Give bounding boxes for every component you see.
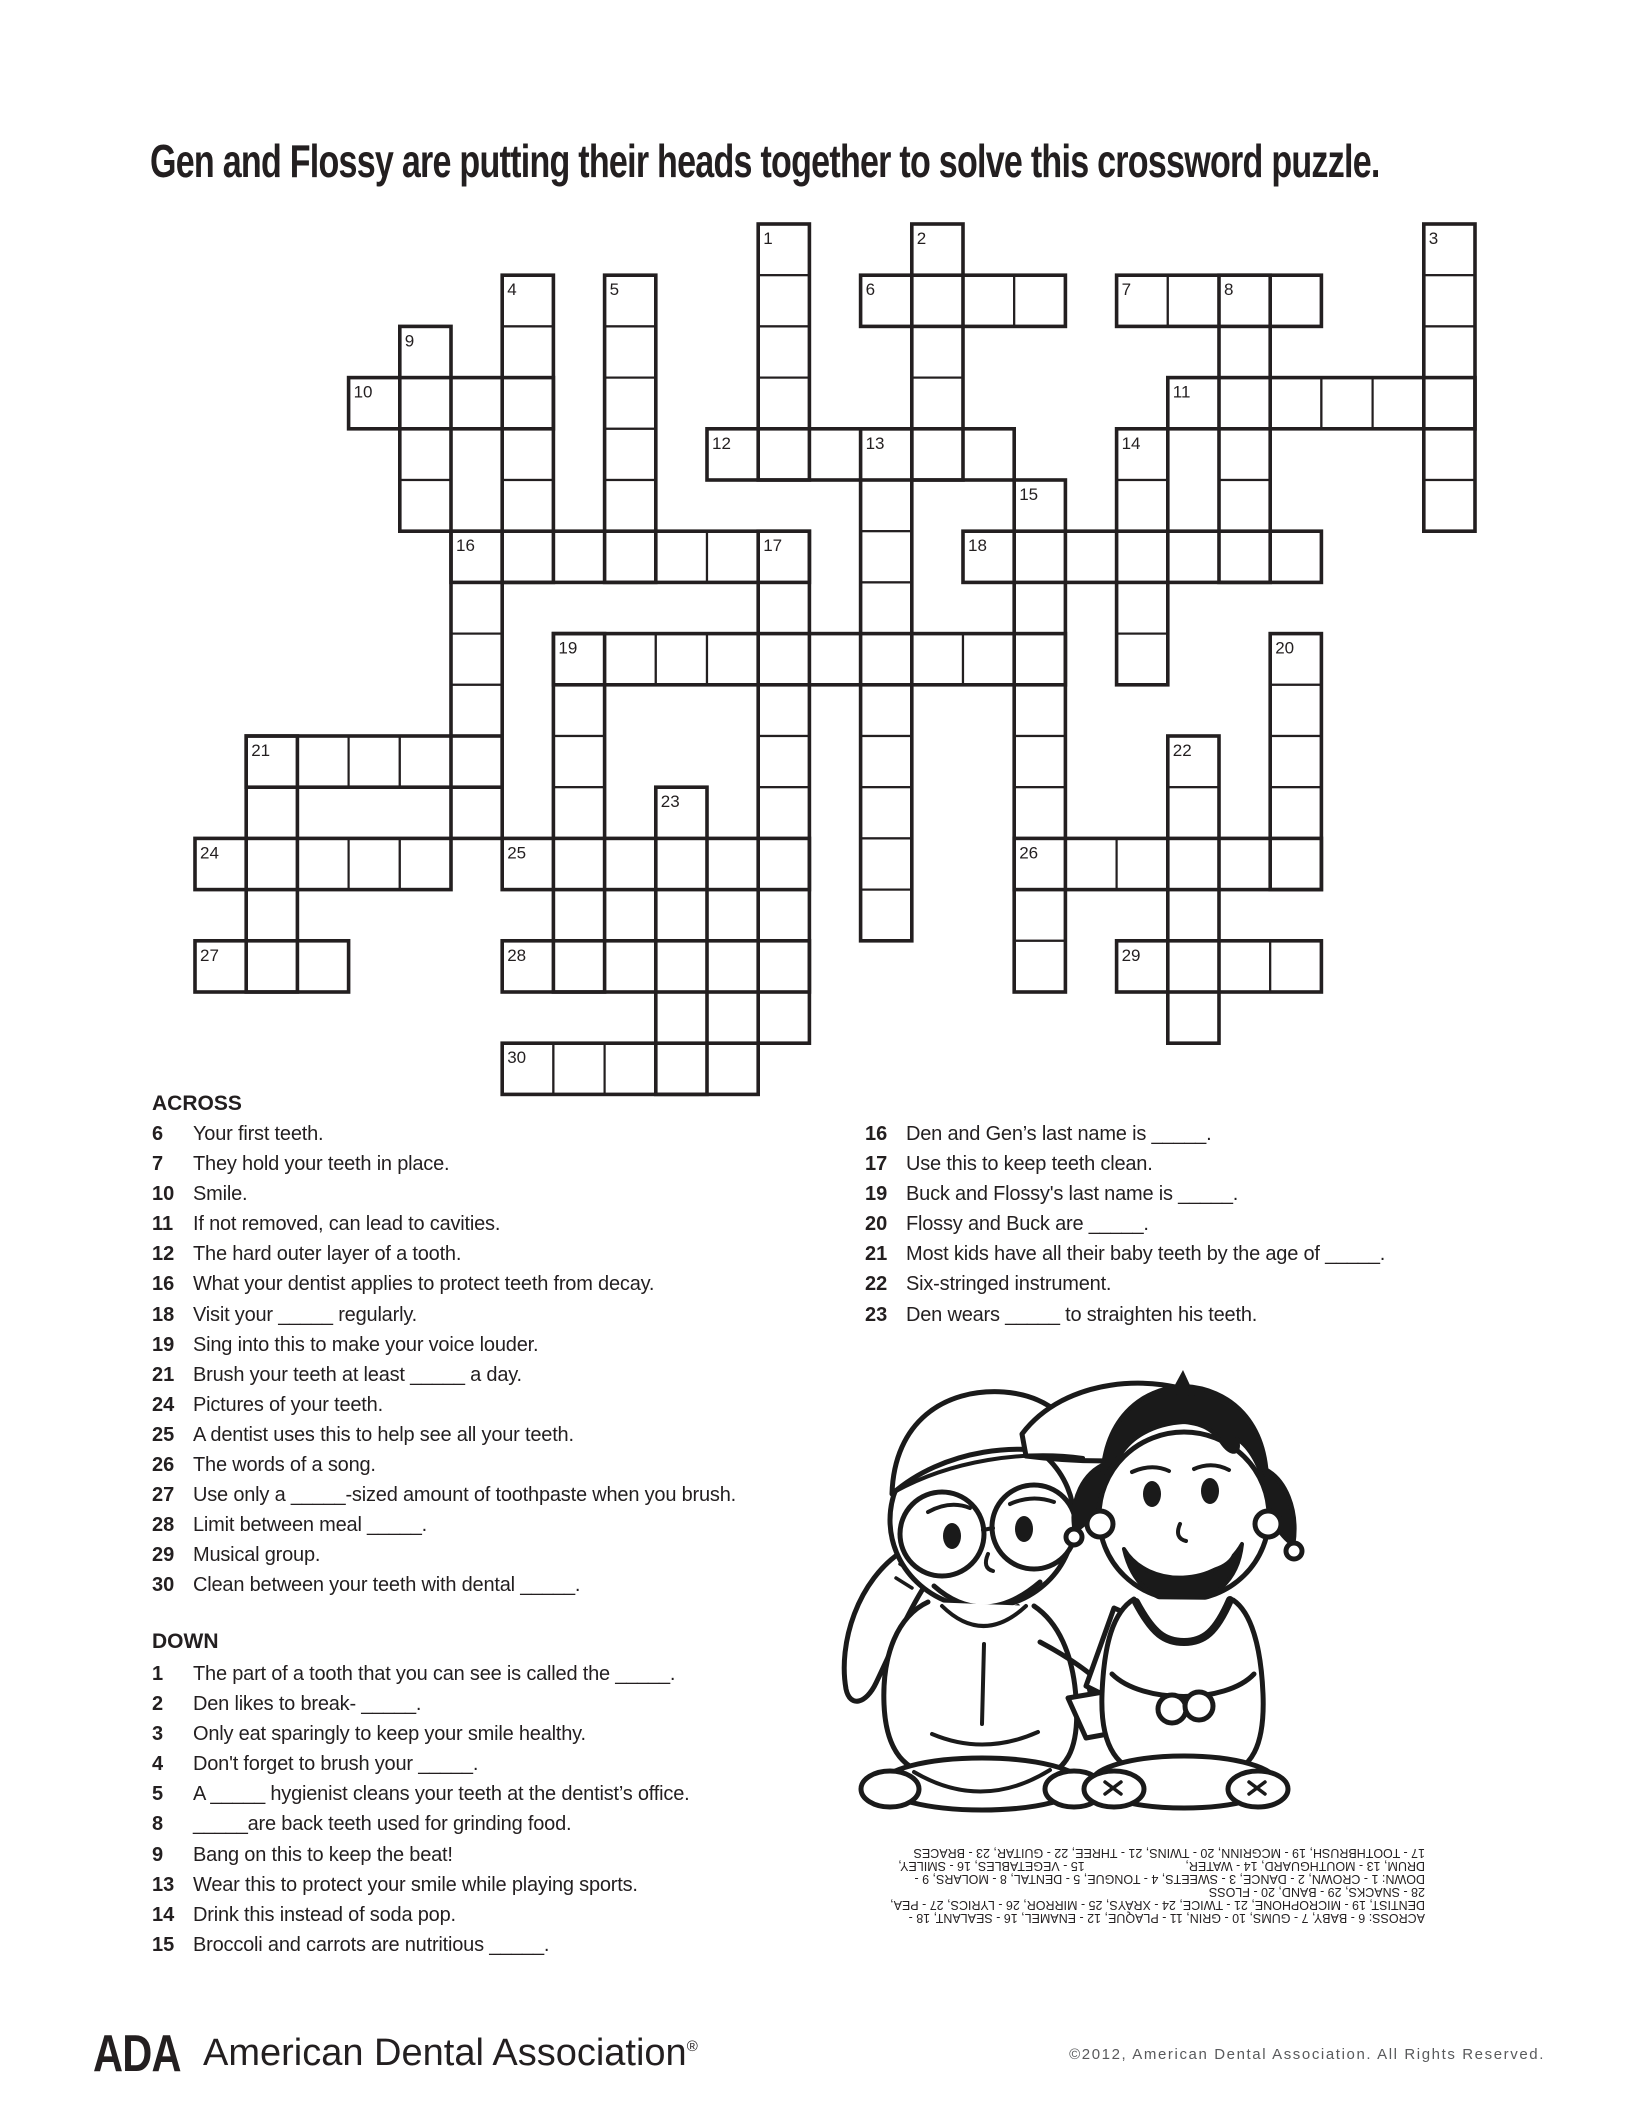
answer-key-line: DOWN: 1 - CROWN, 2 - DANCE, 3 - SWEETS, 4 - TONGUE, 5 - DENTAL, 8 - MOLARS, 9 -: [914, 1872, 1425, 1886]
clue-row: [152, 1240, 812, 1270]
svg-text:10: 10: [353, 382, 373, 402]
clue-text: If not removed, can lead to cavities.: [193, 1213, 501, 1236]
clue-number: 1: [152, 1663, 164, 1685]
svg-text:9: 9: [404, 331, 415, 351]
clue-text: The part of a tooth that you can see is called the _____.: [193, 1663, 676, 1685]
clue-text: Wear this to protect your smile while playing sports.: [193, 1873, 638, 1896]
clue-text: Brush your teeth at least _____ a day.: [193, 1363, 522, 1386]
clue-number: 20: [865, 1213, 888, 1236]
kids-illustration: [812, 1342, 1310, 1820]
clue-text: Buck and Flossy's last name is _____.: [906, 1183, 1239, 1206]
clue-row: [865, 1240, 1505, 1270]
clue-number: 19: [865, 1183, 888, 1206]
svg-text:5: 5: [609, 280, 620, 300]
clue-number: 28: [152, 1514, 175, 1537]
clue-row: [152, 1481, 812, 1511]
clue-text: Drink this instead of soda pop.: [193, 1903, 456, 1926]
crossword-grid: [183, 212, 1493, 1112]
clue-number: 8: [152, 1813, 164, 1836]
clue-row: [152, 1541, 812, 1571]
ada-wordmark: [203, 2032, 698, 2075]
clue-text: _____are back teeth used for grinding food.: [193, 1813, 572, 1836]
registered-mark: ®: [686, 2038, 698, 2055]
copyright-notice: ©2012, American Dental Association. All Rights Reserved.: [1069, 2046, 1545, 2063]
clue-text: The hard outer layer of a tooth.: [193, 1243, 462, 1266]
svg-text:20: 20: [1275, 638, 1295, 658]
svg-text:2: 2: [916, 229, 927, 248]
answer-key-line: DENTIST, 19 - MICROPHONE, 21 - TWICE, 24 - XRAYS, 25 - MIRROR, 26 - LYRICS, 27 - PEA,: [890, 1898, 1425, 1912]
down-clue-list: [152, 1660, 812, 1961]
clue-text: Bang on this to keep the beat!: [193, 1843, 453, 1866]
clue-row: [152, 1331, 812, 1361]
answer-key: [847, 1846, 1425, 1924]
svg-text:1: 1: [763, 229, 773, 248]
down-header: DOWN: [152, 1630, 219, 1653]
clue-text: Use only a _____-sized amount of toothpaste when you brush.: [193, 1484, 736, 1507]
clue-row: [152, 1361, 812, 1391]
clue-text: Six-stringed instrument.: [906, 1273, 1112, 1296]
svg-text:26: 26: [1019, 843, 1039, 863]
clue-number: 18: [152, 1303, 175, 1326]
clue-row: [152, 1931, 812, 1961]
clue-number: 16: [865, 1123, 888, 1145]
svg-text:3: 3: [1428, 229, 1439, 248]
svg-text:30: 30: [507, 1048, 527, 1068]
clue-text: Only eat sparingly to keep your smile healthy.: [193, 1723, 586, 1746]
clue-number: 21: [865, 1243, 888, 1266]
clue-number: 5: [152, 1783, 164, 1806]
clue-row: [152, 1150, 812, 1180]
clue-number: 13: [152, 1873, 175, 1896]
clue-text: A _____ hygienist cleans your teeth at the dentist’s office.: [193, 1783, 690, 1806]
clue-row: [152, 1210, 812, 1240]
svg-text:22: 22: [1172, 741, 1192, 760]
svg-text:24: 24: [200, 843, 219, 863]
svg-text:7: 7: [1121, 280, 1132, 300]
clue-text: Limit between meal _____.: [193, 1514, 428, 1537]
clue-row: [152, 1511, 812, 1541]
clue-number: 15: [152, 1933, 175, 1956]
answer-key-line: 28 - SNACKS, 29 - BAND, 20 - FLOSS: [1208, 1885, 1425, 1899]
svg-text:4: 4: [507, 280, 517, 300]
clue-row: [865, 1180, 1505, 1210]
clue-text: Flossy and Buck are _____.: [906, 1213, 1149, 1236]
clue-row: [865, 1301, 1505, 1331]
clue-text: Smile.: [193, 1183, 248, 1206]
clue-row: [152, 1780, 812, 1810]
clue-number: 14: [152, 1903, 175, 1926]
svg-text:23: 23: [660, 792, 680, 812]
down-clue-list-continued: [865, 1120, 1505, 1331]
clue-text: Pictures of your teeth.: [193, 1393, 383, 1416]
svg-text:12: 12: [712, 433, 731, 453]
across-clue-list: [152, 1120, 812, 1602]
ada-org-name: American Dental Association: [203, 2032, 687, 2074]
clue-row: [152, 1120, 812, 1150]
clue-text: Sing into this to make your voice louder.: [193, 1333, 539, 1356]
answer-key-line: 17 - TOOTHBRUSH, 19 - MCGRINN, 20 - TWINS, 21 - THREE, 22 - GUITAR, 23 - BRACES: [913, 1846, 1425, 1860]
clue-text: A dentist uses this to help see all your teeth.: [193, 1423, 574, 1446]
clue-text: Your first teeth.: [193, 1123, 324, 1145]
svg-text:6: 6: [865, 280, 876, 300]
svg-text:16: 16: [456, 536, 475, 556]
clue-number: 26: [152, 1454, 175, 1477]
svg-text:27: 27: [200, 945, 219, 965]
clue-number: 19: [152, 1333, 175, 1356]
clue-text: Broccoli and carrots are nutritious _____.: [193, 1933, 550, 1956]
clue-number: 12: [152, 1243, 175, 1266]
clue-number: 9: [152, 1843, 164, 1866]
clue-text: Musical group.: [193, 1544, 321, 1567]
clue-row: [152, 1660, 812, 1690]
clue-number: 24: [152, 1393, 175, 1416]
clue-row: [865, 1150, 1505, 1180]
clue-row: [152, 1421, 812, 1451]
clue-text: What your dentist applies to protect teeth from decay.: [193, 1273, 655, 1296]
across-header: ACROSS: [152, 1092, 242, 1115]
svg-text:13: 13: [865, 433, 885, 453]
svg-text:19: 19: [558, 638, 578, 658]
clue-row: [152, 1810, 812, 1840]
clue-number: 25: [152, 1423, 175, 1446]
clue-text: Use this to keep teeth clean.: [906, 1153, 1153, 1176]
answer-key-line: DRUM, 13 - MOUTHGUARD, 14 - WATER, 15 - VEGETABLES, 16 - SMILEY,: [898, 1859, 1425, 1873]
clue-text: Den and Gen’s last name is _____.: [906, 1123, 1212, 1145]
svg-text:8: 8: [1224, 280, 1234, 300]
clue-text: Don't forget to brush your _____.: [193, 1753, 479, 1776]
clue-row: [152, 1750, 812, 1780]
ada-logo: ADA: [93, 2025, 181, 2083]
clue-number: 30: [152, 1574, 175, 1597]
clue-number: 23: [865, 1303, 888, 1326]
clue-text: They hold your teeth in place.: [193, 1153, 450, 1176]
svg-text:17: 17: [763, 536, 783, 556]
clue-row: [865, 1210, 1505, 1240]
clue-text: Clean between your teeth with dental _____.: [193, 1574, 581, 1597]
clue-row: [152, 1391, 812, 1421]
answer-key-line: ACROSS: 6 - BABY, 7 - GUMS, 10 - GRIN, 11 - PLAQUE, 12 - ENAMEL, 16 - SEALANT, 18 -: [908, 1911, 1425, 1925]
clue-row: [152, 1871, 812, 1901]
clue-row: [152, 1270, 812, 1300]
clue-row: [152, 1841, 812, 1871]
clue-row: [152, 1901, 812, 1931]
page-title: Gen and Flossy are putting their heads together to solve this crossword puzzle.: [150, 135, 1380, 187]
svg-text:14: 14: [1121, 433, 1141, 453]
clue-number: 16: [152, 1273, 175, 1296]
svg-text:25: 25: [507, 843, 527, 863]
clue-number: 4: [152, 1753, 164, 1776]
clue-text: Den likes to break- _____.: [193, 1693, 422, 1716]
clue-number: 10: [152, 1183, 175, 1206]
svg-text:29: 29: [1121, 945, 1141, 965]
clue-number: 6: [152, 1123, 164, 1145]
clue-number: 17: [865, 1153, 888, 1176]
clue-number: 11: [152, 1213, 174, 1236]
svg-text:28: 28: [507, 945, 527, 965]
clue-text: Most kids have all their baby teeth by the age of _____.: [906, 1243, 1386, 1266]
clue-text: The words of a song.: [193, 1454, 376, 1477]
clue-row: [152, 1571, 812, 1601]
clue-text: Visit your _____ regularly.: [193, 1303, 417, 1326]
svg-text:21: 21: [251, 741, 271, 760]
svg-text:15: 15: [1019, 485, 1039, 504]
clue-number: 22: [865, 1273, 888, 1296]
svg-text:11: 11: [1172, 382, 1191, 402]
clue-row: [152, 1301, 812, 1331]
clue-text: Den wears _____ to straighten his teeth.: [906, 1303, 1258, 1326]
clue-number: 7: [152, 1153, 164, 1176]
clue-number: 27: [152, 1484, 175, 1507]
clue-row: [152, 1690, 812, 1720]
clue-row: [152, 1451, 812, 1481]
clue-row: [865, 1270, 1505, 1300]
clue-row: [865, 1120, 1505, 1150]
clue-row: [152, 1180, 812, 1210]
clue-number: 29: [152, 1544, 175, 1567]
svg-text:18: 18: [968, 536, 987, 556]
clue-number: 21: [152, 1363, 175, 1386]
clue-number: 2: [152, 1693, 164, 1716]
crossword-grid-svg: [183, 212, 1493, 1112]
clue-number: 3: [152, 1723, 164, 1746]
clue-row: [152, 1720, 812, 1750]
